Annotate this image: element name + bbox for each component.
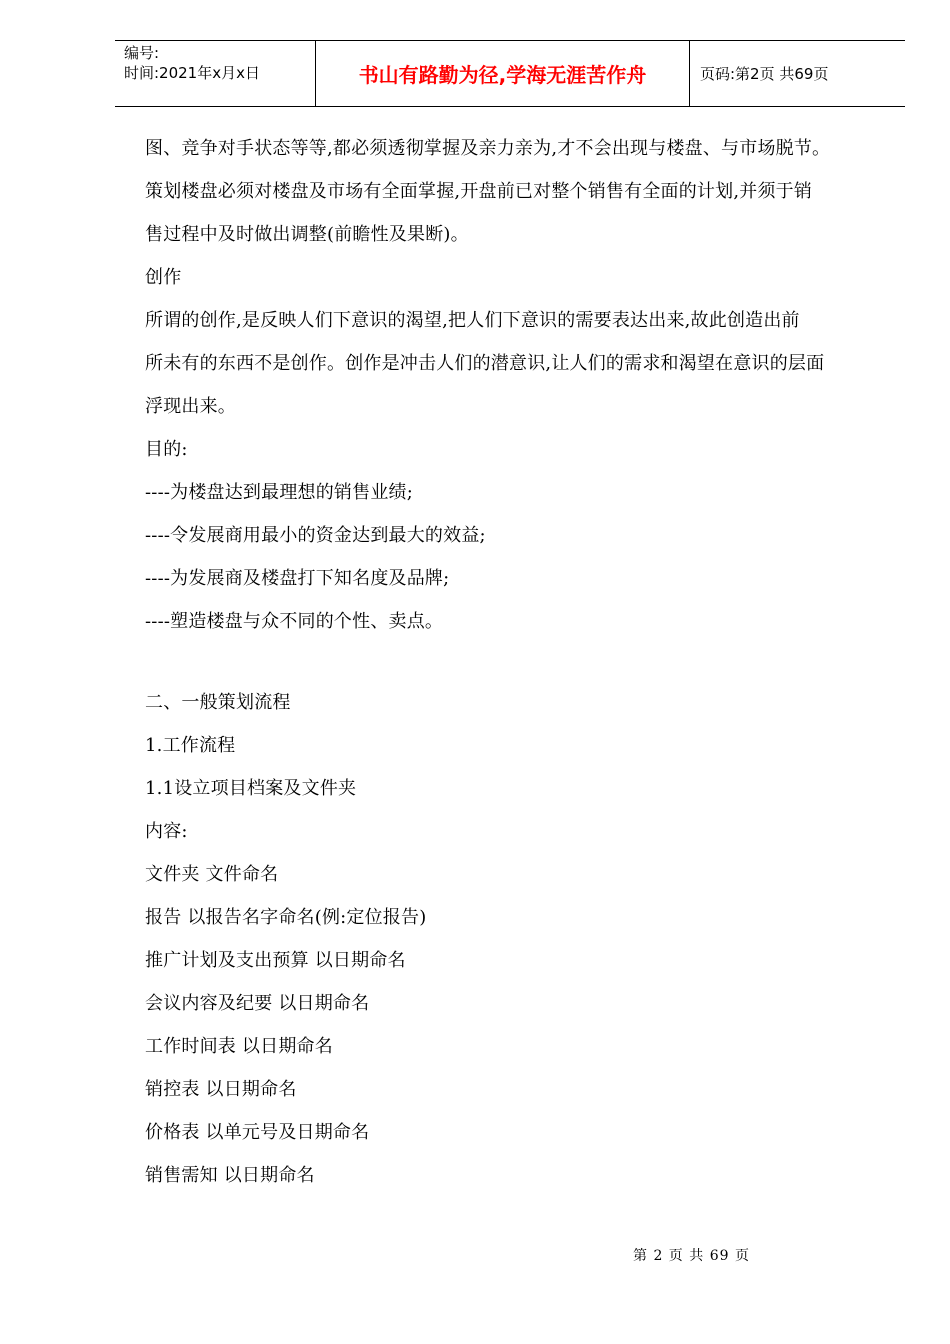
- page-header: [115, 40, 905, 107]
- subsection-heading: 1.1设立项目档案及文件夹: [145, 778, 357, 799]
- section-heading: 目的:: [145, 439, 188, 460]
- list-item: ----令发展商用最小的资金达到最大的效益;: [145, 525, 486, 546]
- body-line: 策划楼盘必须对楼盘及市场有全面掌握,开盘前已对整个销售有全面的计划,并须于销: [145, 181, 813, 202]
- body-line: 所未有的东西不是创作。创作是冲击人们的潜意识,让人们的需求和渴望在意识的层面: [145, 353, 825, 374]
- body-line: 价格表 以单元号及日期命名: [145, 1122, 370, 1143]
- list-item: ----塑造楼盘与众不同的个性、卖点。: [145, 611, 444, 632]
- body-line: 工作时间表 以日期命名: [145, 1036, 333, 1057]
- body-line: 售过程中及时做出调整(前瞻性及果断)。: [145, 224, 469, 245]
- doc-time-label: 时间:2021年x月x日: [124, 64, 260, 82]
- body-line: 销控表 以日期命名: [145, 1079, 297, 1100]
- body-line: 图、竞争对手状态等等,都必须透彻掌握及亲力亲为,才不会出现与楼盘、与市场脱节。: [145, 138, 831, 159]
- header-page-info: 页码:第2页 共69页: [700, 65, 829, 83]
- section-heading: 创作: [145, 267, 182, 288]
- body-line: 推广计划及支出预算 以日期命名: [145, 950, 406, 971]
- list-item: ----为发展商及楼盘打下知名度及品牌;: [145, 568, 450, 589]
- page-footer: 第 2 页 共 69 页: [633, 1248, 750, 1264]
- section-heading: 二、一般策划流程: [145, 692, 291, 713]
- header-meta: [115, 41, 316, 106]
- body-line: 所谓的创作,是反映人们下意识的渴望,把人们下意识的需要表达出来,故此创造出前: [145, 310, 800, 331]
- body-line: 销售需知 以日期命名: [145, 1165, 315, 1186]
- header-motto: 书山有路勤为径,学海无涯苦作舟: [316, 41, 690, 106]
- body-line: 内容:: [145, 821, 188, 842]
- body-line: 报告 以报告名字命名(例:定位报告): [145, 907, 427, 928]
- list-item: ----为楼盘达到最理想的销售业绩;: [145, 482, 413, 503]
- doc-number-label: 编号:: [124, 44, 160, 62]
- subsection-heading: 1.工作流程: [145, 735, 236, 756]
- body-line: 会议内容及纪要 以日期命名: [145, 993, 370, 1014]
- body-line: 文件夹 文件命名: [145, 864, 279, 885]
- body-line: 浮现出来。: [145, 396, 236, 417]
